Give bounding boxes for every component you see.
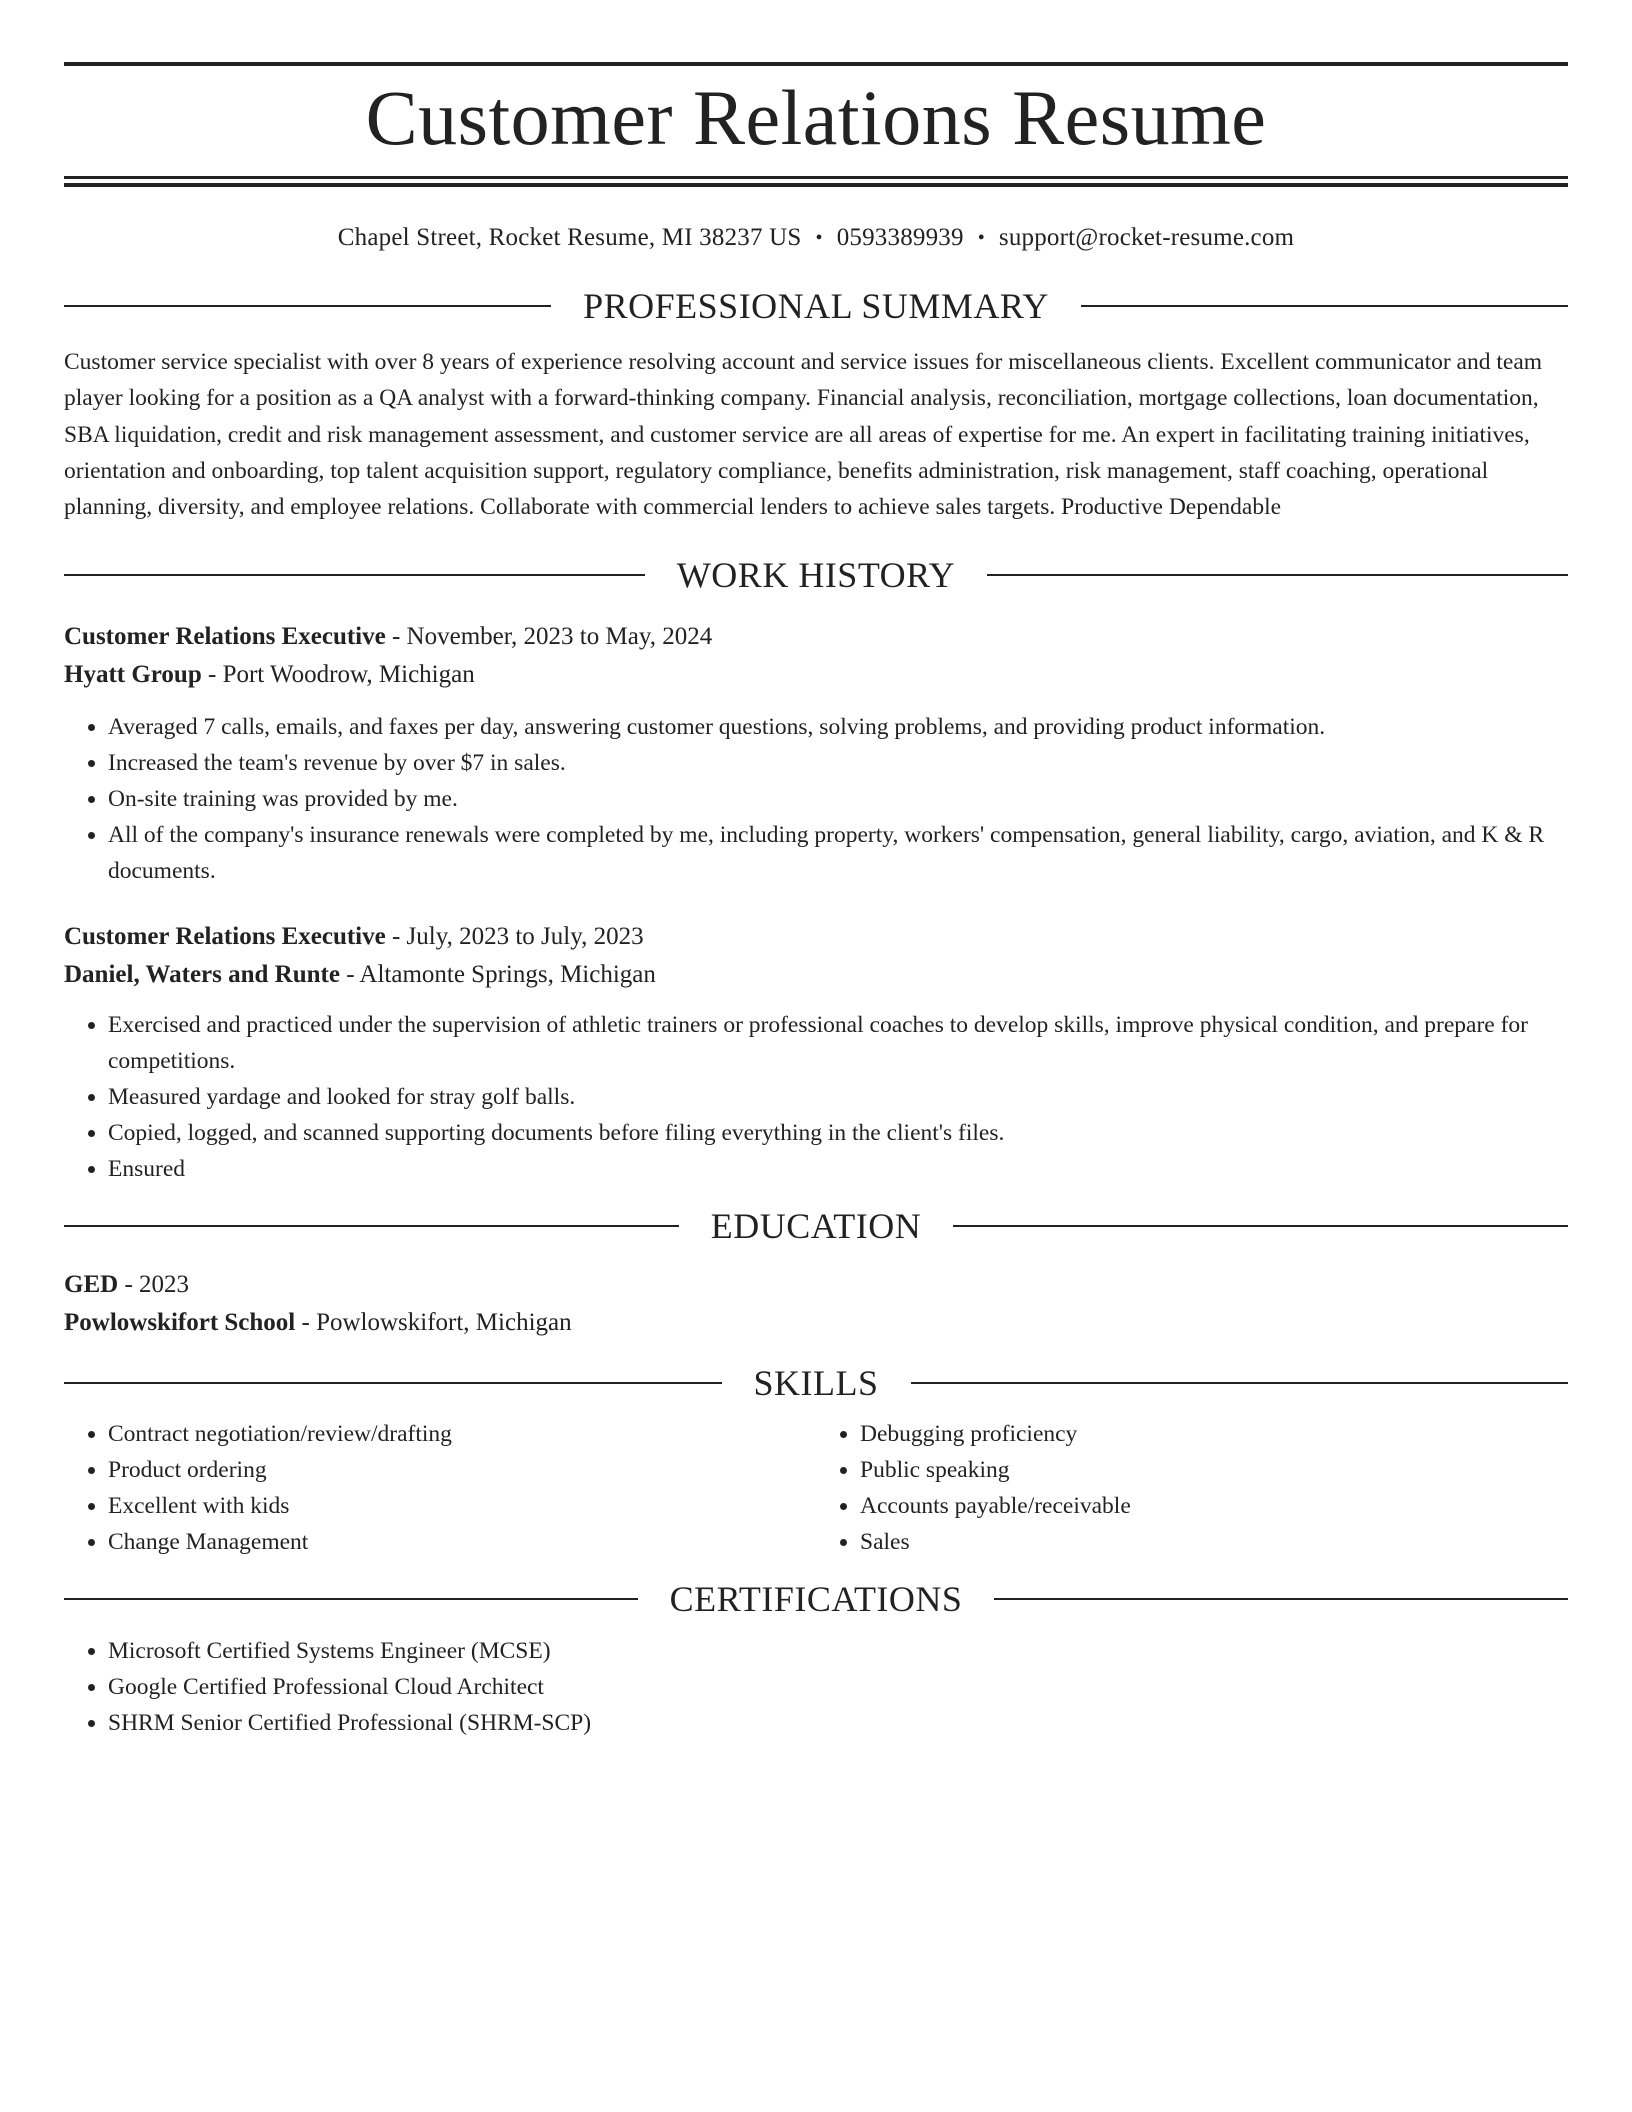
heading-rule-left — [64, 1225, 679, 1227]
skill-item: • Debugging proficiency — [860, 1416, 1568, 1452]
job-bullet: • Averaged 7 calls, emails, and faxes per day, answering customer questions, solving problems, and providing product information. — [108, 709, 1568, 745]
summary-section-heading — [64, 283, 1568, 329]
skill-item: • Accounts payable/receivable — [860, 1488, 1568, 1524]
education-school: Powlowskifort School — [64, 1309, 296, 1337]
education-degree-line — [64, 1266, 1568, 1304]
skills-columns — [64, 1416, 1568, 1560]
heading-rule-right — [994, 1598, 1568, 1600]
work-history-heading: WORK HISTORY — [676, 555, 956, 596]
job-bullet: • Increased the team's revenue by over $7 in sales. — [108, 745, 1568, 781]
job-location: - Port Woodrow, Michigan — [201, 661, 475, 689]
contact-separator: • — [977, 227, 985, 249]
job-bullet: • All of the company's insurance renewals were completed by me, including property, workers' compensation, general liability, cargo, aviation, and K & R documents. — [108, 817, 1568, 889]
certifications-heading: CERTIFICATIONS — [669, 1579, 963, 1620]
education-school-line — [64, 1304, 1568, 1342]
job-bullets — [64, 1007, 1568, 1187]
job-company-line — [64, 956, 1568, 994]
skill-item: • Sales — [860, 1524, 1568, 1560]
skill-item: • Contract negotiation/review/drafting — [108, 1416, 816, 1452]
job-title-line — [64, 618, 1568, 656]
job-title: Customer Relations Executive — [64, 923, 386, 951]
certification-item: • Google Certified Professional Cloud Architect — [108, 1669, 1568, 1705]
education-location: - Powlowskifort, Michigan — [295, 1309, 572, 1337]
skill-item: • Product ordering — [108, 1452, 816, 1488]
education-section-heading — [64, 1203, 1568, 1249]
heading-rule-right — [953, 1225, 1568, 1227]
skills-section-heading — [64, 1360, 1568, 1406]
job-location: - Altamonte Springs, Michigan — [339, 961, 656, 989]
job-title-line — [64, 918, 1568, 956]
heading-rule-right — [987, 574, 1568, 576]
job-company: Daniel, Waters and Runte — [64, 961, 340, 989]
education-heading: EDUCATION — [710, 1206, 922, 1247]
contact-phone: 0593389939 — [836, 224, 964, 251]
heading-rule-right — [1081, 305, 1568, 307]
job-company-line — [64, 656, 1568, 694]
skill-item: • Excellent with kids — [108, 1488, 816, 1524]
resume-title: Customer Relations Resume — [365, 74, 1267, 161]
job-entry — [64, 918, 1568, 1187]
education-entry — [64, 1266, 1568, 1342]
contact-email: support@rocket-resume.com — [998, 224, 1295, 251]
heading-rule-left — [64, 305, 551, 307]
contact-separator: • — [815, 227, 823, 249]
certifications-list — [64, 1633, 1568, 1741]
summary-heading: PROFESSIONAL SUMMARY — [583, 286, 1049, 326]
skills-heading: SKILLS — [753, 1363, 879, 1404]
skills-list-left — [64, 1416, 816, 1560]
job-bullet: • Measured yardage and looked for stray golf balls. — [108, 1079, 1568, 1115]
job-dates: - November, 2023 to May, 2024 — [385, 623, 713, 651]
job-title: Customer Relations Executive — [64, 623, 386, 651]
education-degree: GED — [64, 1271, 119, 1299]
heading-rule-left — [64, 1382, 722, 1384]
job-company: Hyatt Group — [64, 661, 202, 689]
job-bullets — [64, 709, 1568, 889]
job-bullet: • Exercised and practiced under the supervision of athletic trainers or professional coaches to develop skills, improve physical condition, and prepare for competitions. — [108, 1007, 1568, 1079]
job-bullet: • On-site training was provided by me. — [108, 781, 1568, 817]
heading-rule-left — [64, 574, 645, 576]
summary-text: Customer service specialist with over 8 years of experience resolving account and service issues for miscellaneous clients. Excellent communicator and team player looking for a position as a QA analyst with a forward-thinking company. Financial analysis, reconciliation, mortgage collections, loan documentation, SBA liquidation, credit and risk management assessment, and customer service are all areas of expertise for me. An expert in facilitating training initiatives, orientation and onboarding, top talent acquisition support, regulatory compliance, benefits administration, risk management, staff coaching, operational planning, diversity, and employee relations. Collaborate with commercial lenders to achieve sales targets. Productive Dependable — [64, 349, 1543, 521]
education-year: - 2023 — [118, 1271, 190, 1299]
job-entry — [64, 618, 1568, 889]
job-bullet: • Ensured — [108, 1151, 1568, 1187]
skill-item: • Public speaking — [860, 1452, 1568, 1488]
heading-rule-right — [911, 1382, 1569, 1384]
skill-item: • Change Management — [108, 1524, 816, 1560]
heading-rule-left — [64, 1598, 638, 1600]
certification-item: • Microsoft Certified Systems Engineer (MCSE) — [108, 1633, 1568, 1669]
job-dates: - July, 2023 to July, 2023 — [385, 923, 644, 951]
contact-address: Chapel Street, Rocket Resume, MI 38237 US — [337, 224, 802, 251]
skills-list-right — [816, 1416, 1568, 1560]
certification-item: • SHRM Senior Certified Professional (SHRM-SCP) — [108, 1705, 1568, 1741]
contact-line — [64, 223, 1568, 253]
title-double-rule — [64, 176, 1568, 186]
job-bullet: • Copied, logged, and scanned supporting documents before filing everything in the client's files. — [108, 1115, 1568, 1151]
certifications-section-heading — [64, 1576, 1568, 1622]
work-history-section-heading — [64, 552, 1568, 598]
